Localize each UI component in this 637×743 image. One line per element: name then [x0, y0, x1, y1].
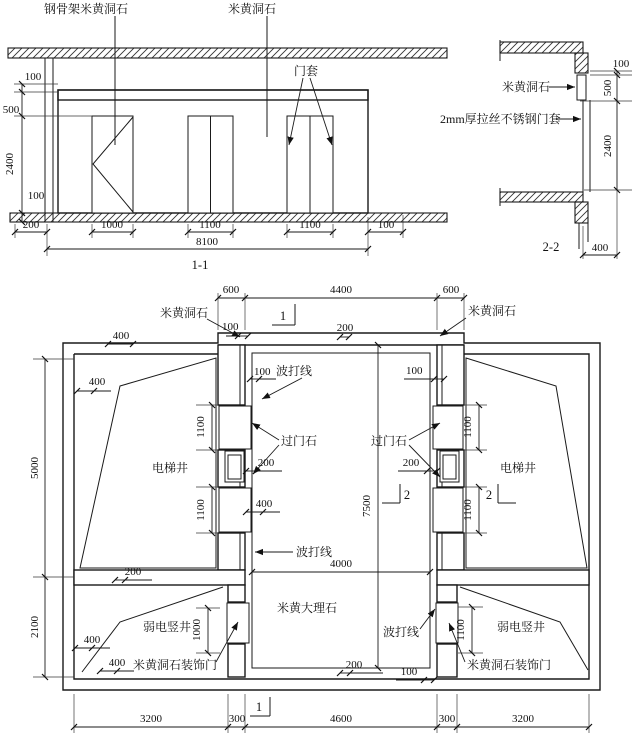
callout-sill-right: 过门石	[371, 434, 408, 448]
callout-stone: 米黄洞石	[228, 2, 277, 16]
door-opening-1	[92, 116, 133, 213]
dim-1100: 1100	[455, 619, 467, 641]
view-label-1-1: 1-1	[191, 258, 209, 272]
callout-steel-casing: 2mm厚拉丝不锈钢门套	[440, 112, 561, 126]
dim-100: 100	[612, 58, 630, 70]
wall-top-course	[58, 90, 368, 100]
callout-stone-right: 米黄洞石	[468, 304, 517, 318]
dim-4600: 4600	[330, 713, 352, 725]
dim-200: 200	[22, 219, 40, 231]
callout-sill-left: 过门石	[281, 434, 318, 448]
dim-1100: 1100	[462, 499, 474, 521]
dim-100: 100	[254, 366, 271, 378]
dim-200: 200	[336, 322, 354, 334]
dim-600: 600	[442, 284, 460, 296]
dim-300: 300	[228, 713, 246, 725]
dim-1000: 1000	[101, 219, 123, 231]
door-sill-right-2	[433, 488, 463, 532]
section-mark-2-right: 2	[485, 488, 493, 502]
callout-border-mid: 波打线	[296, 545, 333, 559]
dim-1100: 1100	[462, 416, 474, 438]
dim-200: 200	[124, 566, 142, 578]
dim-600: 600	[222, 284, 240, 296]
dim-3200: 3200	[512, 713, 534, 725]
dim-4000: 4000	[330, 558, 352, 570]
door-sill-right-1	[433, 406, 463, 449]
dim-100: 100	[27, 190, 45, 202]
dim-400: 400	[83, 634, 101, 646]
dim-400: 400	[112, 330, 130, 342]
section-top-wall-leg	[575, 53, 588, 73]
room-label-marble-floor: 米黄大理石	[277, 601, 338, 615]
dim-1100: 1100	[195, 499, 207, 521]
floor-border-band	[252, 353, 430, 668]
dim-2400: 2400	[4, 153, 16, 175]
dim-3200: 3200	[140, 713, 162, 725]
plan-view	[29, 284, 600, 733]
section-structure	[500, 40, 590, 249]
dim-5000: 5000	[29, 457, 41, 479]
room-label-weak-right: 弱电竖井	[496, 620, 546, 634]
dim-100: 100	[400, 666, 418, 678]
section-top-slab	[500, 42, 583, 53]
dim-100: 100	[24, 71, 42, 83]
shaft-symbol-left	[80, 358, 216, 568]
dim-2100: 2100	[29, 616, 41, 638]
ceiling-slab	[8, 48, 447, 58]
dim-1100: 1100	[299, 219, 321, 231]
door-sill-left-2	[219, 488, 251, 532]
dim-8100: 8100	[196, 236, 218, 248]
dim-200: 200	[345, 659, 363, 671]
callout-border-top: 波打线	[276, 364, 313, 378]
section-mark-2-left: 2	[403, 488, 411, 502]
callout-door-left: 米黄洞石装饰门	[133, 658, 218, 672]
elevation-view	[3, 1, 447, 272]
dim-1000: 1000	[191, 619, 203, 641]
callout-stone-left: 米黄洞石	[160, 306, 209, 320]
callout-stone: 米黄洞石	[502, 80, 551, 94]
dim-200: 200	[402, 457, 420, 469]
plan-walls	[63, 333, 600, 690]
dim-100: 100	[406, 365, 423, 377]
door-sill-left-1	[219, 406, 251, 449]
callout-border-bottom: 波打线	[383, 625, 420, 639]
decorative-door-left	[227, 603, 249, 643]
callout-door-right: 米黄洞石装饰门	[467, 658, 552, 672]
dim-1100: 1100	[199, 219, 221, 231]
room-label-shaft-right: 电梯井	[499, 461, 537, 475]
stone-panel	[577, 75, 586, 100]
dim-100: 100	[377, 219, 395, 231]
dim-1100: 1100	[195, 416, 207, 438]
elevation-structure	[8, 16, 447, 222]
dim-400: 400	[591, 242, 609, 254]
section-bottom-wall-leg	[575, 202, 588, 223]
dim-500: 500	[2, 104, 20, 116]
dim-2400: 2400	[602, 135, 614, 157]
callout-frame-stone: 钢骨架米黄洞石	[44, 2, 129, 16]
dim-300: 300	[438, 713, 456, 725]
dim-100: 100	[222, 321, 239, 333]
dim-500: 500	[602, 79, 614, 97]
dim-200: 200	[257, 457, 275, 469]
callout-door-casing: 门套	[294, 64, 319, 78]
dim-7500: 7500	[361, 495, 373, 517]
section-mark-1-bottom: 1	[255, 700, 263, 714]
section-mark-1-top: 1	[279, 309, 287, 323]
view-label-2-2: 2-2	[542, 240, 560, 254]
outer-wall	[63, 333, 600, 690]
room-label-weak-left: 弱电竖井	[142, 620, 192, 634]
section-view	[440, 40, 632, 259]
section-bottom-slab	[500, 192, 583, 202]
dim-400: 400	[255, 498, 273, 510]
room-label-shaft-left: 电梯井	[151, 461, 189, 475]
dim-4400: 4400	[330, 284, 352, 296]
dim-400: 400	[108, 657, 126, 669]
dim-400: 400	[88, 376, 106, 388]
